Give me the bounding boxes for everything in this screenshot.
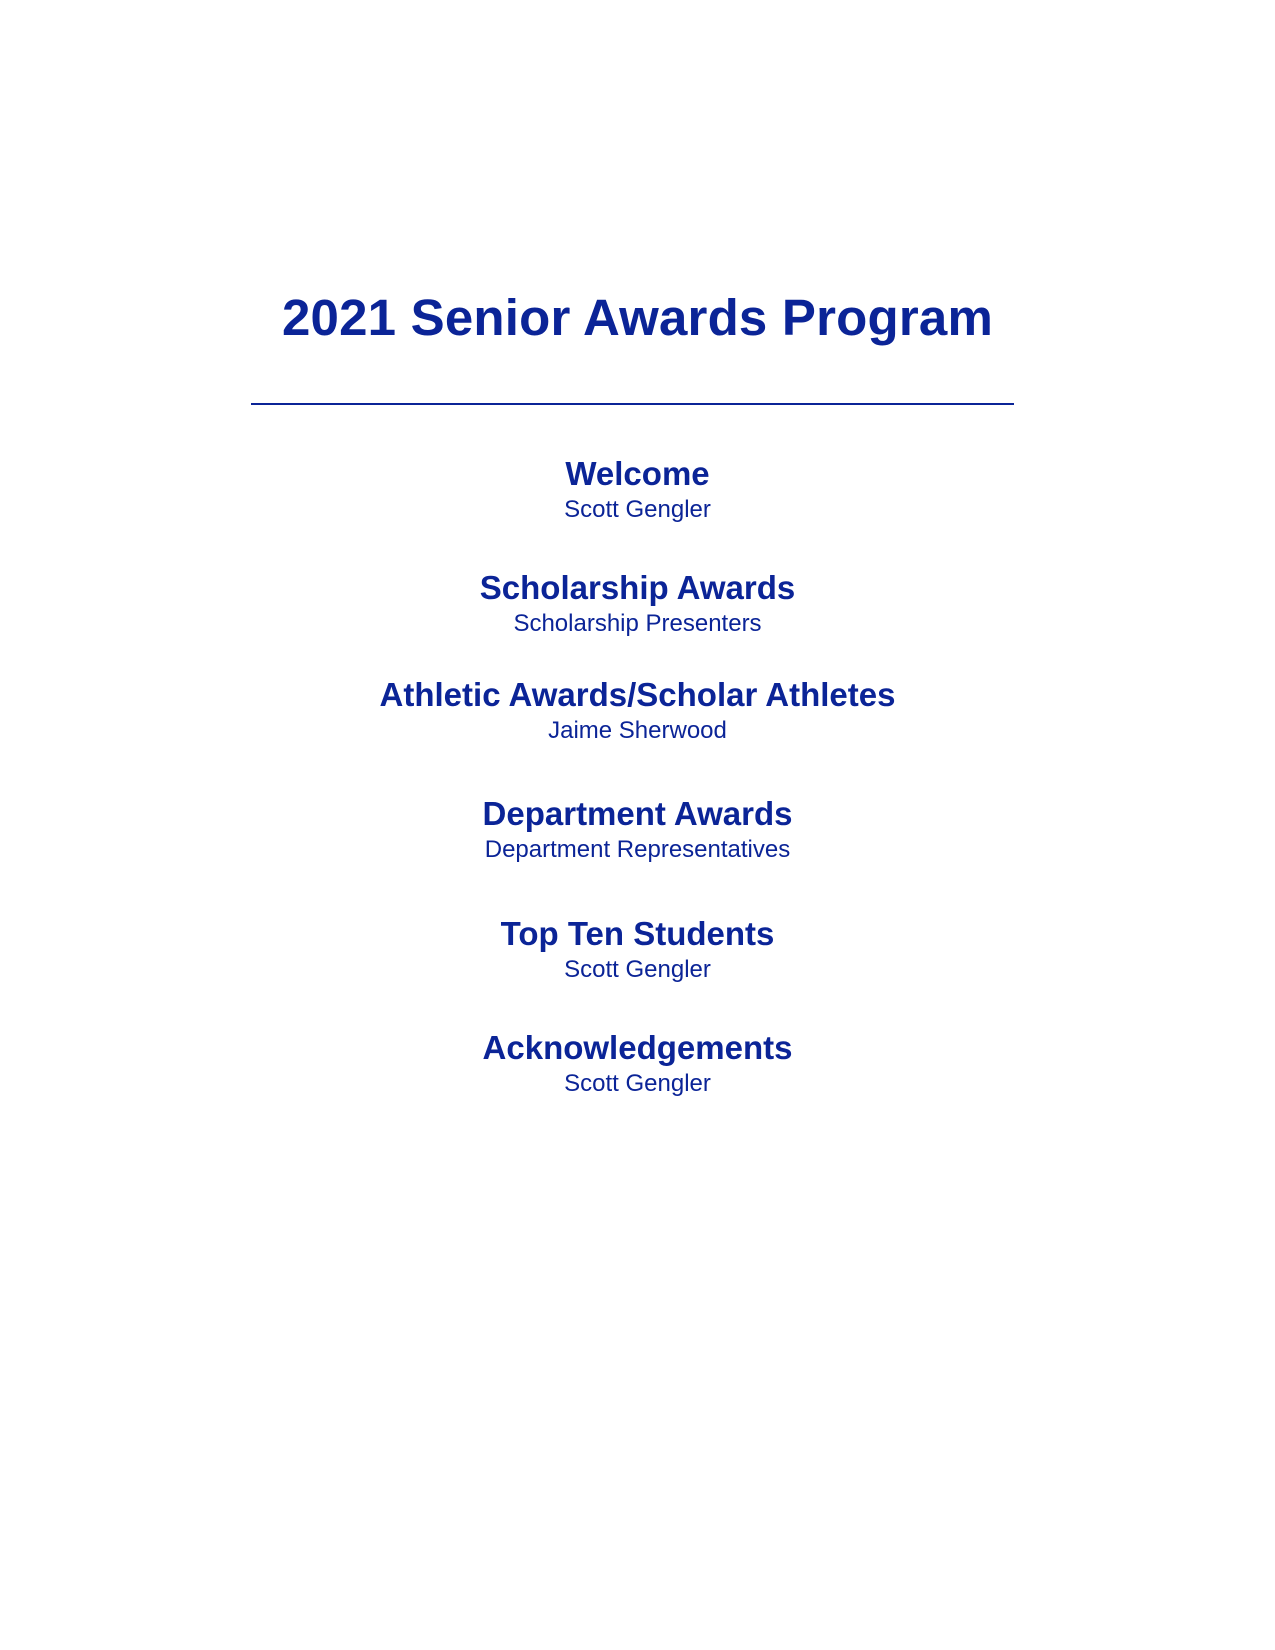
page-title: 2021 Senior Awards Program bbox=[281, 289, 993, 346]
program-item-heading: Scholarship Awards bbox=[479, 569, 796, 606]
program-item-heading: Top Ten Students bbox=[500, 915, 775, 952]
program-item-welcome bbox=[0, 454, 1275, 525]
program-item-acknowledgements bbox=[0, 1028, 1275, 1099]
program-item-presenter: Scott Gengler bbox=[564, 1070, 711, 1097]
program-item-presenter: Scott Gengler bbox=[564, 496, 711, 523]
program-item-heading: Welcome bbox=[565, 455, 710, 492]
program-item-presenter: Scholarship Presenters bbox=[513, 610, 762, 637]
program-item-scholarship-awards bbox=[0, 568, 1275, 639]
program-item-top-ten-students bbox=[0, 914, 1275, 985]
program-item-athletic-awards bbox=[0, 675, 1275, 746]
program-item-heading: Acknowledgements bbox=[482, 1029, 793, 1066]
program-item-presenter: Department Representatives bbox=[484, 836, 791, 863]
program-item-department-awards bbox=[0, 794, 1275, 865]
program-item-presenter: Scott Gengler bbox=[564, 956, 711, 983]
title-divider bbox=[251, 403, 1014, 405]
program-item-heading: Department Awards bbox=[482, 795, 793, 832]
program-item-heading: Athletic Awards/Scholar Athletes bbox=[379, 676, 896, 713]
program-item-presenter: Jaime Sherwood bbox=[548, 717, 727, 744]
